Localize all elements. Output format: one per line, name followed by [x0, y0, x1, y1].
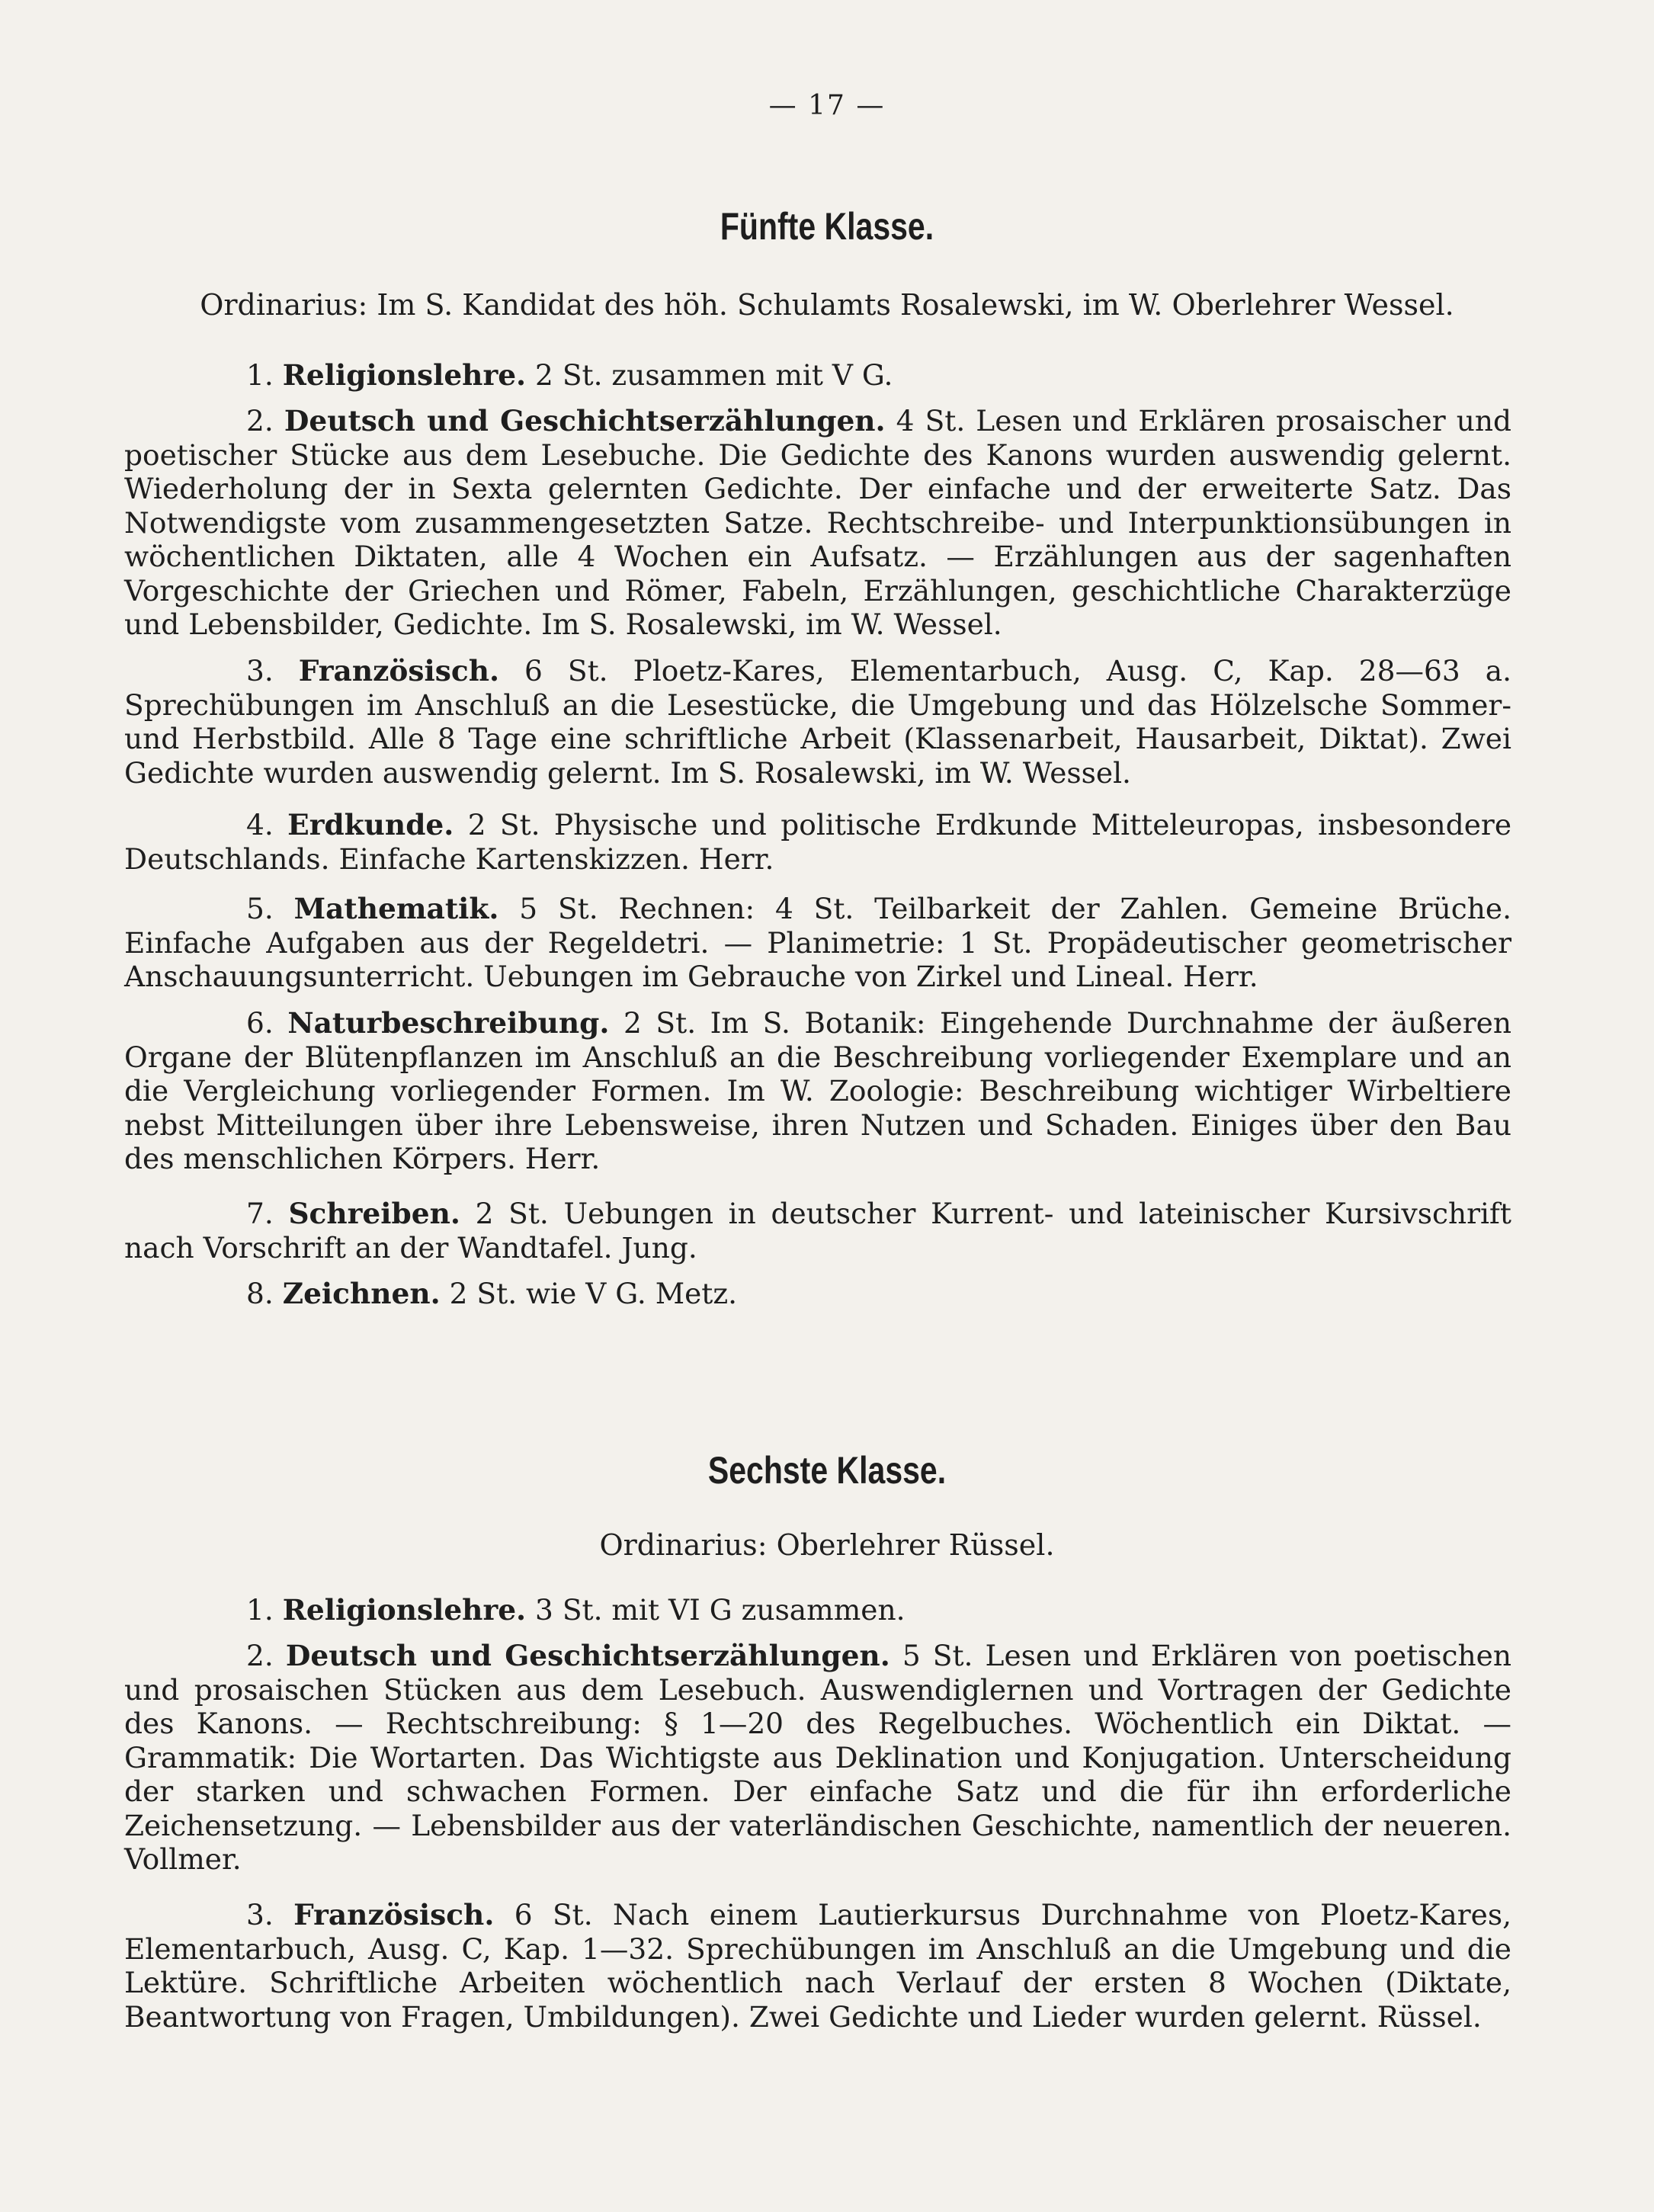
section-title: Erdkunde. — [287, 808, 454, 842]
section-title: Französisch. — [293, 1898, 495, 1931]
fuenfte-section-7 — [124, 1197, 1511, 1265]
fuenfte-section-4 — [124, 808, 1511, 876]
section-number: 1. — [246, 1593, 274, 1627]
fuenfte-section-6 — [124, 1006, 1511, 1176]
section-text: 2 St. Physische und politische Erdkunde Mitteleuropas, insbesondere Deutschlands. Einfache Kartenskizzen. Herr. — [124, 808, 1512, 876]
section-title: Zeichnen. — [282, 1277, 441, 1310]
fuenfte-section-3 — [124, 654, 1511, 790]
section-text: 2 St. Im S. Botanik: Eingehende Durchnahme der äußeren Organe der Blütenpflanzen im Anschluß an die Beschreibung vorliegender Exemplare und an die Vergleichung vorliegender Formen. Im W. Zoologie: Beschreibung wichtiger Wirbeltiere nebst Mitteilungen über ihre Lebensweise, ihren Nutzen und Schaden. Einiges über den Bau des menschlichen Körpers. Herr. — [124, 1006, 1511, 1175]
sechste-section-3 — [124, 1898, 1511, 2034]
fuenfte-section-1 — [124, 358, 1511, 393]
section-title: Schreiben. — [288, 1197, 460, 1230]
section-number: 3. — [246, 1898, 274, 1931]
section-text: 4 St. Lesen und Erklären prosaischer und poetischer Stücke aus dem Lesebuche. Die Gedichte des Kanons wurden auswendig gelernt. Wiederholung der in Sexta gelernten Gedichte. Der einfache und der erweiterte Satz. Das Notwendigste vom zusammengesetzten Satze. Rechtschreibe- und Interpunktionsübungen in wöchentlichen Diktaten, alle 4 Wochen ein Aufsatz. — Erzählungen aus der sagenhaften Vorgeschichte der Griechen und Römer, Fabeln, Erzählungen, geschichtliche Charakterzüge und Lebensbilder, Gedichte. Im S. Rosalewski, im W. Wessel. — [124, 404, 1512, 641]
section-title: Religionslehre. — [282, 1593, 527, 1627]
section-title: Deutsch und Geschichtserzählungen. — [285, 1639, 890, 1672]
section-number: 2. — [246, 1639, 274, 1672]
section-number: 5. — [246, 892, 274, 925]
ordinarius-sechste: Ordinarius: Oberlehrer Rüssel. — [599, 1528, 1055, 1562]
section-number: 7. — [246, 1197, 274, 1230]
section-text: 6 St. Ploetz-Kares, Elementarbuch, Ausg. C, Kap. 28—63 a. Sprechübungen im Anschluß an die Lesestücke, die Umgebung und das Hölzelsche Sommer- und Herbstbild. Alle 8 Tage eine schriftliche Arbeit (Klassenarbeit, Hausarbeit, Diktat). Zwei Gedichte wurden auswendig gelernt. Im S. Rosalewski, im W. Wessel. — [124, 654, 1512, 790]
section-text: 6 St. Nach einem Lautierkursus Durchnahme von Ploetz-Kares, Elementarbuch, Ausg. C, Kap. 1—32. Sprechübungen im Anschluß an die Umgebung und die Lektüre. Schriftliche Arbeiten wöchentlich nach Verlauf der ersten 8 Wochen (Diktate, Beantwortung von Fragen, Umbildungen). Zwei Gedichte und Lieder wurden gelernt. Rüssel. — [124, 1898, 1512, 2034]
section-title: Deutsch und Geschichtserzählungen. — [284, 404, 886, 438]
fuenfte-section-5 — [124, 892, 1511, 994]
section-heading-sechste: Sechste Klasse. — [707, 1449, 947, 1492]
ordinarius-fuenfte: Ordinarius: Im S. Kandidat des höh. Schulamts Rosalewski, im W. Oberlehrer Wessel. — [200, 288, 1454, 322]
section-title: Französisch. — [298, 654, 500, 688]
fuenfte-section-2 — [124, 404, 1511, 642]
page-number: — 17 — — [768, 90, 886, 121]
fuenfte-section-8 — [124, 1277, 1511, 1311]
section-number: 1. — [246, 358, 274, 392]
section-number: 3. — [246, 654, 274, 688]
section-title: Naturbeschreibung. — [287, 1006, 610, 1040]
section-text: 2 St. zusammen mit V G. — [535, 358, 893, 392]
sechste-section-1 — [124, 1593, 1511, 1627]
section-text: 2 St. Uebungen in deutscher Kurrent- und lateinischer Kursivschrift nach Vorschrift an der Wandtafel. Jung. — [124, 1197, 1511, 1265]
section-number: 4. — [246, 808, 274, 842]
section-number: 2. — [246, 404, 274, 438]
section-text: 3 St. mit VI G zusammen. — [535, 1593, 906, 1627]
section-text: 5 St. Rechnen: 4 St. Teilbarkeit der Zahlen. Gemeine Brüche. Einfache Aufgaben aus der Regeldetri. — Planimetrie: 1 St. Propädeutischer geometrischer Anschauungsunterricht. Uebungen im Gebrauche von Zirkel und Lineal. Herr. — [124, 892, 1512, 993]
section-text: 5 St. Lesen und Erklären von poetischen und prosaischen Stücken aus dem Lesebuch. Auswendiglernen und Vortragen der Gedichte des Kanons. — Rechtschreibung: § 1—20 des Regelbuches. Wöchentlich ein Diktat. — Grammatik: Die Wortarten. Das Wichtigste aus Deklination und Konjugation. Unterscheidung der starken und schwachen Formen. Der einfache Satz und die für ihn erforderliche Zeichensetzung. — Lebensbilder aus der vaterländischen Geschichte, namentlich der neueren. Vollmer. — [124, 1639, 1511, 1876]
sechste-section-2 — [124, 1639, 1511, 1877]
section-heading-fuenfte: Fünfte Klasse. — [720, 205, 934, 248]
section-title: Religionslehre. — [282, 358, 527, 392]
section-text: 2 St. wie V G. Metz. — [449, 1277, 738, 1310]
section-number: 8. — [246, 1277, 274, 1310]
section-number: 6. — [246, 1006, 274, 1040]
section-title: Mathematik. — [293, 892, 499, 925]
